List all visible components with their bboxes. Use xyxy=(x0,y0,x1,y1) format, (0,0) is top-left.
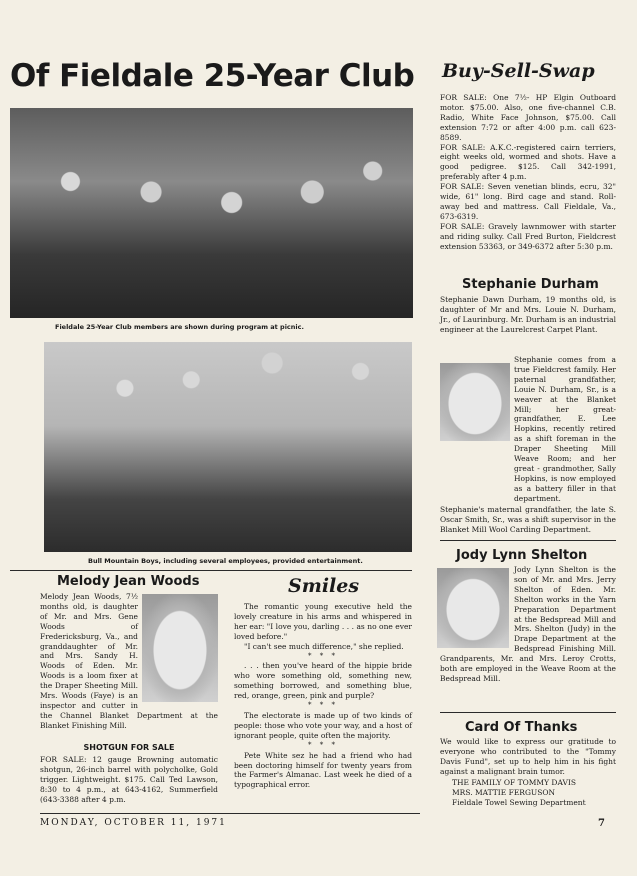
classified-ad: FOR SALE: Gravely lawnmower with starter and riding sulky. Call Fred Burton, Fieldcrest extension 53363, or 349-6372 after 5:30 p.m. xyxy=(440,221,616,251)
stephanie-para3: Stephanie's maternal grandfather, the late S. Oscar Smith, Sr., was a shift supervisor in the Blanket Mill Wool Carding Department. xyxy=(440,505,616,534)
buy-sell-swap-title: Buy-Sell-Swap xyxy=(442,60,595,82)
joke-text: The romantic young executive held the lovely creature in his arms and whispered in her ear: "I love you, darling . . . as no one ever loved before." xyxy=(234,602,412,641)
joke-separator: * * * xyxy=(308,701,338,710)
joke-separator: * * * xyxy=(308,651,338,660)
classified-ad: FOR SALE: Seven venetian blinds, ecru, 32" wide, 61" long. Bird cage and stand. Roll-away bed and mattress. Call Fieldale, Va., 673-6319. xyxy=(440,182,616,221)
thanks-text: We would like to express our gratitude to everyone who contributed to the "Tommy Davis Fund", set up to help him in his fight against a malignant brain tumor. xyxy=(440,737,616,776)
band-photo xyxy=(44,342,412,552)
joke-text: Pete White sez he had a friend who had been doctoring himself for twenty years from the Farmer's Almanac. Last week he died of a typographical error. xyxy=(234,750,412,790)
joke-separator: * * * xyxy=(308,740,338,749)
page-headline: Of Fieldale 25-Year Club xyxy=(10,58,415,94)
signature-line: THE FAMILY OF TOMMY DAVIS xyxy=(452,778,577,787)
shotgun-title: SHOTGUN FOR SALE xyxy=(83,743,175,752)
melody-text xyxy=(40,592,218,731)
footer-rule xyxy=(40,813,420,814)
section-divider xyxy=(440,540,616,541)
section-divider xyxy=(440,712,616,713)
signature-line: Fieldale Towel Sewing Department xyxy=(452,797,586,807)
joke-text: . . . then you've heard of the hippie bride who wore something old, something new, something borrowed, and something blue, red, orange, green, pink and purple? xyxy=(234,661,412,701)
stephanie-title: Stephanie Durham xyxy=(462,277,599,292)
joke-text: "I can't see much difference," she replied. xyxy=(244,641,404,651)
jody-text xyxy=(440,565,616,684)
melody-title: Melody Jean Woods xyxy=(57,574,200,589)
section-divider xyxy=(10,570,412,571)
classified-ad: FOR SALE: A.K.C.-registered cairn terriers, eight weeks old, wormed and shots. Have a good pedigree. $125. Call 342-1991, preferably after 4 p.m. xyxy=(440,142,616,182)
stephanie-para1: Stephanie Dawn Durham, 19 months old, is daughter of Mr and Mrs. Louie N. Durham, Jr., of Laurinburg. Mr. Durham is an industrial engineer at the Laurelcrest Carpet Plant. xyxy=(440,295,616,334)
shotgun-text: FOR SALE: 12 gauge Browning automatic shotgun, 26-inch barrel with polycholke, Gold trigger. Lightweight. $175. Call Ted Lawson, 8:30 to 4 p.m., at 643-4162, Summerfield (643-3388 after 4 p.m. xyxy=(40,754,218,804)
shotgun-ad xyxy=(40,743,218,804)
photo1-caption: Fieldale 25-Year Club members are shown during program at picnic. xyxy=(55,323,304,331)
smiles-title: Smiles xyxy=(288,575,360,597)
stephanie-photo xyxy=(440,363,510,441)
stephanie-para2: Stephanie comes from a true Fieldcrest family. Her paternal grandfather, Louie N. Durham, Sr., is a weaver at the Blanket Mill; her great-grandfather, E. Lee Hopkins, recently retired as a shift foreman in the Draper Sheeting Mill Weave Room; and her great - grandmother, Sally Hopkins, is now employed as a battery filler in that department. xyxy=(514,355,616,503)
joke-text: The electorate is made up of two kinds of people: those who vote your way, and a host of ignorant people, quite often the majority. xyxy=(234,710,412,740)
page-number: 7 xyxy=(598,818,605,829)
melody-text-body: Melody Jean Woods, 7½ months old, is daughter of Mr. and Mrs. Gene Woods of Fredericksburg, Va., and granddaughter of Mr. and Mrs. Sandy H. Woods of Eden. Mr. Woods is a loom fixer at the Draper Sheeting Mill. Mrs. Woods (Faye) is an inspector and cutter in the Channel Blanket Department at the Blanket Finishing Mill. xyxy=(40,592,218,730)
thanks-signatures xyxy=(452,778,616,808)
smiles-column xyxy=(234,602,412,790)
jody-title: Jody Lynn Shelton xyxy=(456,548,588,563)
classified-ad: FOR SALE: One 7½- HP Elgin Outboard motor. $75.00. Also, one five-channel C.B. Radio, White Face Johnson, $75.00. Call extension 7:72 or after 4:00 p.m. call 623-8589. xyxy=(440,93,616,142)
signature-line: MRS. MATTIE FERGUSON xyxy=(452,787,556,797)
thanks-title: Card Of Thanks xyxy=(465,720,578,735)
buy-sell-swap-ads xyxy=(440,93,616,252)
photo2-caption: Bull Mountain Boys, including several employees, provided entertainment. xyxy=(88,557,363,565)
issue-date: MONDAY, OCTOBER 11, 1971 xyxy=(40,818,227,828)
jody-text-body: Jody Lynn Shelton is the son of Mr. and Mrs. Jerry Shelton of Eden. Mr. Shelton works in the Yarn Preparation Department at the Bedspread Mill and Mrs. Shelton (Judy) in the Drape Department at the Bedspread Finishing Mill. Grandparents, Mr. and Mrs. Leroy Crotts, both are employed in the Weave Room at the Bedspread Mill. xyxy=(440,565,616,683)
club-members-photo xyxy=(10,108,413,318)
